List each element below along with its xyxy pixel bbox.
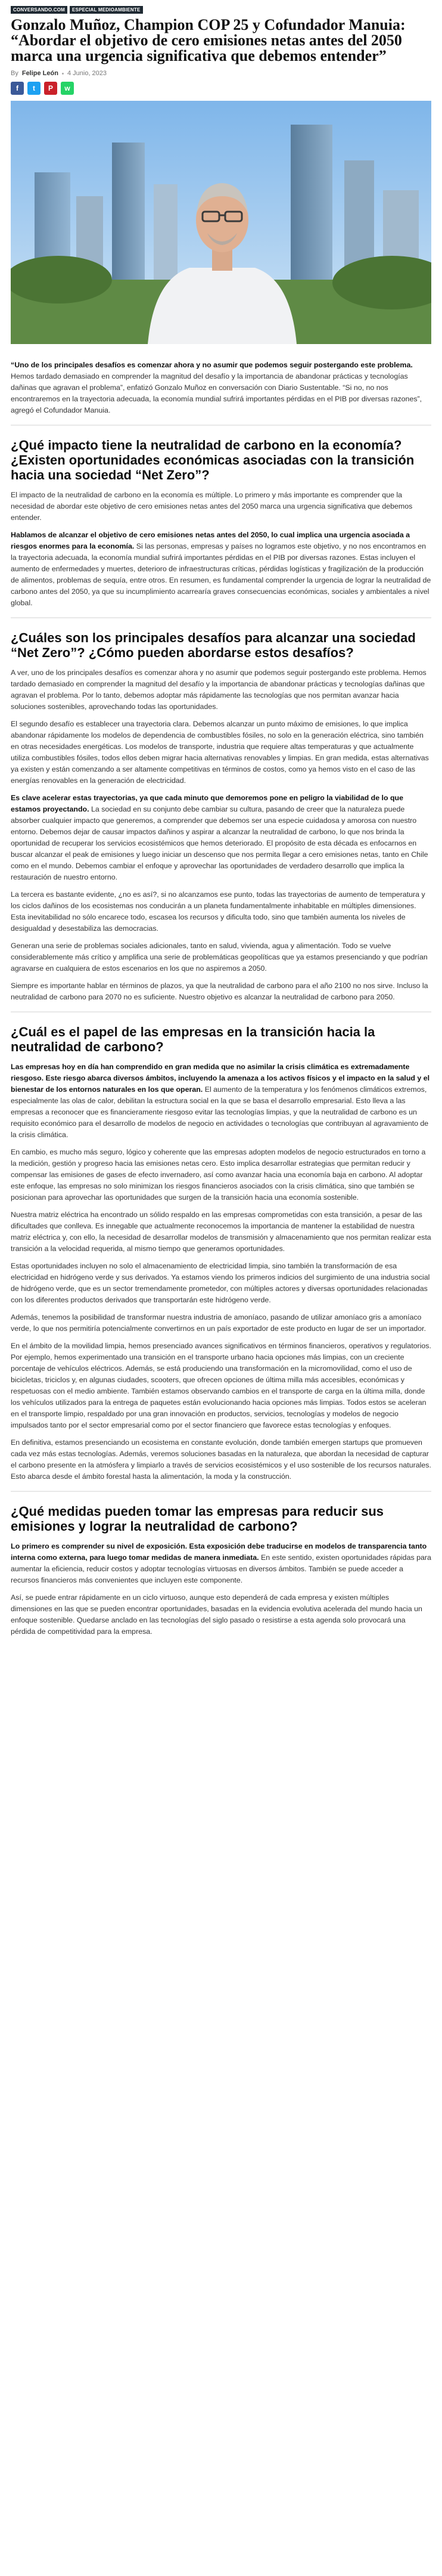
- whatsapp-icon[interactable]: w: [61, 82, 74, 95]
- publish-date: 4 Junio, 2023: [67, 70, 107, 77]
- body-paragraph: [11, 1261, 431, 1306]
- body-paragraph: [11, 667, 431, 713]
- paragraph-text: Estas oportunidades incluyen no solo el almacenamiento de electricidad limpia, sino también la transformación de esa electricidad en hidrógeno verde y sus derivados. Ya estamos viendo los primeros indicios del surgimiento de una industria social de hidrógeno verde, que es un sector tremendamente prometedor, con múltiples actores y diversas oportunidades relacionadas con los diferentes productos derivados que transportarán este hidrógeno verde.: [11, 1262, 430, 1304]
- paragraph-text: A ver, uno de los principales desafíos es comenzar ahora y no asumir que podemos seguir postergando este problema. Hemos tardado demasiado en comprender la magnitud del desafío y la importancia de abandonar prácticas y tecnologías dañinas que agravan el problema. Por lo tanto, debemos adoptar más rápidamente las tecnologías que nos permitan avanzar hacia soluciones sostenibles, aprovechando todas las oportunidades.: [11, 668, 427, 711]
- intro-paragraph: [11, 360, 431, 416]
- hero-photo: [11, 101, 431, 344]
- paragraph-text: En este sentido, existen oportunidades rápidas para aumentar la eficiencia, reducir costos y adoptar tecnologías virtuosas en diversos ámbitos. También se puede acceder a recursos financieros más convenientes que incluyen este componente.: [11, 1553, 431, 1584]
- body-paragraph: [11, 1147, 431, 1203]
- paragraph-text: La sociedad en su conjunto debe cambiar su cultura, pasando de creer que la naturaleza puede absorber cualquier impacto que generemos, a comprender que debemos ser una especie cuidadosa y amorosa con nuestro entorno. Debemos dejar de causar impactos dañinos y aspirar a alcanzar la neutralidad de carbono, lo que nos brinda la oportunidad de recuperar los servicios ecosistémicos que hemos deteriorado. El propósito de esta década es enfocarnos en buscar alcanzar el peak de emisiones y luego iniciar un descenso que nos permita llegar a cero emisiones netas, tanto en Chile como en el mundo. Debemos cambiar el enfoque y aprovechar las oportunidades de verdadero desarrollo que implica la restauración de nuestro entorno.: [11, 805, 428, 881]
- facebook-icon[interactable]: f: [11, 82, 24, 95]
- body-paragraph: [11, 1312, 431, 1335]
- body-paragraph: [11, 889, 431, 934]
- body-paragraph: [11, 792, 431, 883]
- section-divider: [11, 425, 431, 426]
- category-tag[interactable]: CONVERSANDO.COM: [11, 6, 67, 14]
- paragraph-text: Además, tenemos la posibilidad de transformar nuestra industria de amoníaco, pasando de utilizar amoníaco gris a amoníaco verde, lo que nos permitiría potencialmente convertirnos en un país exportador de este producto en lugar de ser un importador.: [11, 1313, 427, 1333]
- body-paragraph: [11, 1061, 431, 1141]
- body-paragraph: [11, 1437, 431, 1482]
- body-paragraph: [11, 980, 431, 1003]
- paragraph-text: En definitiva, estamos presenciando un ecosistema en constante evolución, donde también emergen startups que promueven cada vez más estas tecnologías. Además, veremos soluciones basadas en la naturaleza, que abordan la necesidad de capturar el carbono presente en la atmósfera y limpiarlo a través de servicios ecosistémicos y el uso sostenible de los recursos naturales. Esto abarca desde el ámbito forestal hasta la alimentación, la moda y la construcción.: [11, 1438, 431, 1481]
- section-heading: ¿Cuáles son los principales desafíos para alcanzar una sociedad “Net Zero”? ¿Cómo pueden abordarse estos desafíos?: [11, 630, 416, 660]
- paragraph-bold: Lo primero es comprender su nivel de exposición. Esta exposición debe traducirse en modelos de transparencia tanto interna como externa, para luego tomar medidas de manera inmediata.: [11, 1542, 427, 1562]
- separator-dot: [62, 73, 64, 75]
- twitter-icon[interactable]: t: [27, 82, 41, 95]
- section-divider: [11, 1011, 431, 1013]
- intro-text: Hemos tardado demasiado en comprender la magnitud del desafío y la importancia de abandonar prácticas y tecnologías dañinas que agravan el problema”, enfatizó Gonzalo Muñoz en conversación con Diario Sustentable. “Si no, no nos encontraremos en la trayectoria adecuada, la economía mundial sufrirá importantes pérdidas en el PIB por diversas razones”, agregó el Cofundador Manuia.: [11, 372, 422, 414]
- paragraph-bold: Es clave acelerar estas trayectorias, ya que cada minuto que demoremos pone en peligro la viabilidad de lo que estamos proyectando.: [11, 794, 404, 813]
- category-tags: [11, 0, 431, 14]
- section-divider: [11, 617, 431, 618]
- paragraph-text: Nuestra matriz eléctrica ha encontrado un sólido respaldo en las empresas comprometidas con esta transición, a pesar de las dificultades que conlleva. Es innegable que actualmente reconocemos la importancia de mantener la estabilidad de nuestra matriz eléctrica y, con ello, la necesidad de desarrollar modelos de transmisión y almacenamiento que nos permitan realizar esta transición a la velocidad requerida, al mismo tiempo que generamos oportunidades.: [11, 1210, 431, 1253]
- category-tag[interactable]: ESPECIAL MEDIOAMBIENTE: [70, 6, 143, 14]
- body-paragraph: [11, 719, 431, 787]
- photo-caption: [11, 346, 431, 354]
- article-title: Gonzalo Muñoz, Champion COP 25 y Cofundador Manuia: “Abordar el objetivo de cero emisiones netas antes del 2050 marca una urgencia significativa que debemos entender”: [11, 16, 406, 64]
- paragraph-text: Si las personas, empresas y países no logramos este objetivo, y no nos encontramos en la trayectoria adecuada, la economía mundial sufrirá importantes pérdidas en el PIB por diversas razones. Estas incluyen el aumento de enfermedades y muertes, deterioro de infraestructuras críticas, pérdidas logísticas y fragilización de la producción de alimentos, problemas de sequía, entre otros. En resumen, es fundamental comprender la urgencia de lograr la neutralidad de carbono antes del 2050, ya que su incumplimiento acarrearía graves consecuencias económicas, sociales y ambientales a nivel global.: [11, 542, 431, 607]
- section-heading: ¿Cuál es el papel de las empresas en la transición hacia la neutralidad de carbono?: [11, 1024, 375, 1054]
- body-paragraph: [11, 940, 431, 974]
- share-bar: [11, 82, 431, 95]
- paragraph-text: Siempre es importante hablar en términos de plazos, ya que la neutralidad de carbono para el año 2100 no nos sirve. Incluso la neutralidad de carbono para 2070 no es suficiente. Nuestro objetivo es alcanzar la neutralidad de carbono para 2050.: [11, 982, 428, 1001]
- intro-bold: “Uno de los principales desafíos es comenzar ahora y no asumir que podemos seguir postergando este problema.: [11, 361, 413, 369]
- body-paragraph: [11, 490, 431, 524]
- pinterest-icon[interactable]: P: [44, 82, 57, 95]
- body-paragraph: [11, 1592, 431, 1637]
- paragraph-text: Así, se puede entrar rápidamente en un ciclo virtuoso, aunque esto dependerá de cada empresa y existen múltiples dimensiones en las que se pueden encontrar oportunidades, basadas en la evidencia evolutiva acelerada del mundo hacia un enfoque sostenible. Quedarse anclado en las tecnologías del siglo pasado o resistirse a esta agenda solo provocará una pérdida de competitividad para la empresa.: [11, 1593, 422, 1636]
- body-paragraph: [11, 530, 431, 609]
- paragraph-text: En el ámbito de la movilidad limpia, hemos presenciado avances significativos en términos financieros, operativos y regulatorios. Por ejemplo, hemos experimentado una transición en el transporte urbano hacia opciones más limpias, con un creciente porcentaje de vehículos eléctricos. Además, se está produciendo una transformación en la micromovilidad, como el uso de bicicletas, triciclos y, en algunas ciudades, scooters, que ofrecen opciones de última milla más accesibles, económicas y respetuosas con el medio ambiente. También estamos observando cambios en el transporte de carga en la última milla, donde los vehículos utilizados para la entrega de paquetes están evolucionando hacia opciones más limpias. Todos estos se aceleran en el transporte limpio, respaldado por una gran innovación en productos, servicios, tecnologías y modelos de negocio impulsados tanto por el sector empresarial como por el sector financiero que favorece estas tecnologías y enfoques.: [11, 1342, 431, 1429]
- paragraph-bold: Las empresas hoy en día han comprendido en gran medida que no asimilar la crisis climática es extremadamente riesgoso. Este riesgo abarca diversos ámbitos, incluyendo la amenaza a los activos físicos y el impacto en la salud y el bienestar de los entornos naturales en los que operan.: [11, 1063, 430, 1094]
- body-paragraph: [11, 1541, 431, 1586]
- body-paragraph: [11, 1340, 431, 1431]
- section-divider: [11, 1491, 431, 1492]
- byline: [11, 70, 431, 77]
- paragraph-bold: Hablamos de alcanzar el objetivo de cero emisiones netas antes del 2050, lo cual implica una urgencia asociada a riesgos enormes para la economía.: [11, 531, 410, 550]
- paragraph-text: La tercera es bastante evidente, ¿no es así?, si no alcanzamos ese punto, todas las trayectorias de aumento de temperatura y los ciclos dañinos de los ecosistemas nos conducirán a un planeta fundamentalmente inhabitable en múltiples dimensiones. Esta inevitabilidad no sólo encarece todo, escasea los recursos y dificulta todo, sino que también aumenta los niveles de desigualdad y desestabiliza las democracias.: [11, 890, 425, 933]
- body-paragraph: [11, 1209, 431, 1255]
- author-link[interactable]: Felipe León: [21, 70, 58, 77]
- paragraph-text: El aumento de la temperatura y los fenómenos climáticos extremos, especialmente las olas de calor, debilitan la estructura social en la que se basa el desarrollo empresarial. Esto lleva a las empresas a reconocer que es financieramente riesgoso evitar las tecnologías limpias, y que la neutralidad de carbono es un requisito económico para el desarrollo de modelos de negocio en actividades o tecnologías que contribuyan al agravamiento de la crisis climática.: [11, 1085, 429, 1139]
- section-heading: ¿Qué medidas pueden tomar las empresas para reducir sus emisiones y lograr la neutralidad de carbono?: [11, 1504, 384, 1534]
- paragraph-text: En cambio, es mucho más seguro, lógico y coherente que las empresas adopten modelos de negocio estructurados en torno a la medición, gestión y progreso hacia las emisiones netas cero. Esto implica desarrollar estrategias que permitan reducir y compensar las emisiones de gases de efecto invernadero, así como avanzar hacia una economía baja en carbono. Al adoptar este enfoque, las empresas no solo minimizan los riesgos financieros asociados con la crisis climática, sino que también se posicionan para aprovechar las oportunidades que surgen de la transición hacia una economía sostenible.: [11, 1148, 426, 1202]
- byline-prefix: By: [11, 70, 18, 77]
- section-heading: ¿Qué impacto tiene la neutralidad de carbono en la economía? ¿Existen oportunidades económicas asociadas con la transición hacia una sociedad “Net Zero”?: [11, 438, 415, 482]
- paragraph-text: El impacto de la neutralidad de carbono en la economía es múltiple. Lo primero y más importante es comprender que la necesidad de abordar este objetivo de cero emisiones netas antes del 2050 marca una urgencia significativa que debemos entender.: [11, 491, 413, 522]
- paragraph-text: El segundo desafío es establecer una trayectoria clara. Debemos alcanzar un punto máximo de emisiones, lo que implica abandonar rápidamente los modelos de dependencia de combustibles fósiles, no solo en la generación eléctrica, sino también en otras necesidades energéticas. Los modelos de transporte, industria que requiere altas temperaturas y que actualmente utiliza combustibles fósiles, todos ellos deben migrar hacia alternativas renovables y limpias. En gran medida, estas alternativas ya existen y están comenzando a ser altamente competitivas en términos de costos, como ya hemos visto en el caso de las energías renovables en la generación de electricidad.: [11, 720, 429, 785]
- paragraph-text: Generan una serie de problemas sociales adicionales, tanto en salud, vivienda, agua y alimentación. Todo se vuelve considerablemente más crítico y amplifica una serie de problemáticas geopolíticas que ya estamos presenciando y que podrían agravarse en cualquiera de estos escenarios en los que no aspiremos a 2050.: [11, 942, 428, 973]
- article-body: [11, 425, 431, 1637]
